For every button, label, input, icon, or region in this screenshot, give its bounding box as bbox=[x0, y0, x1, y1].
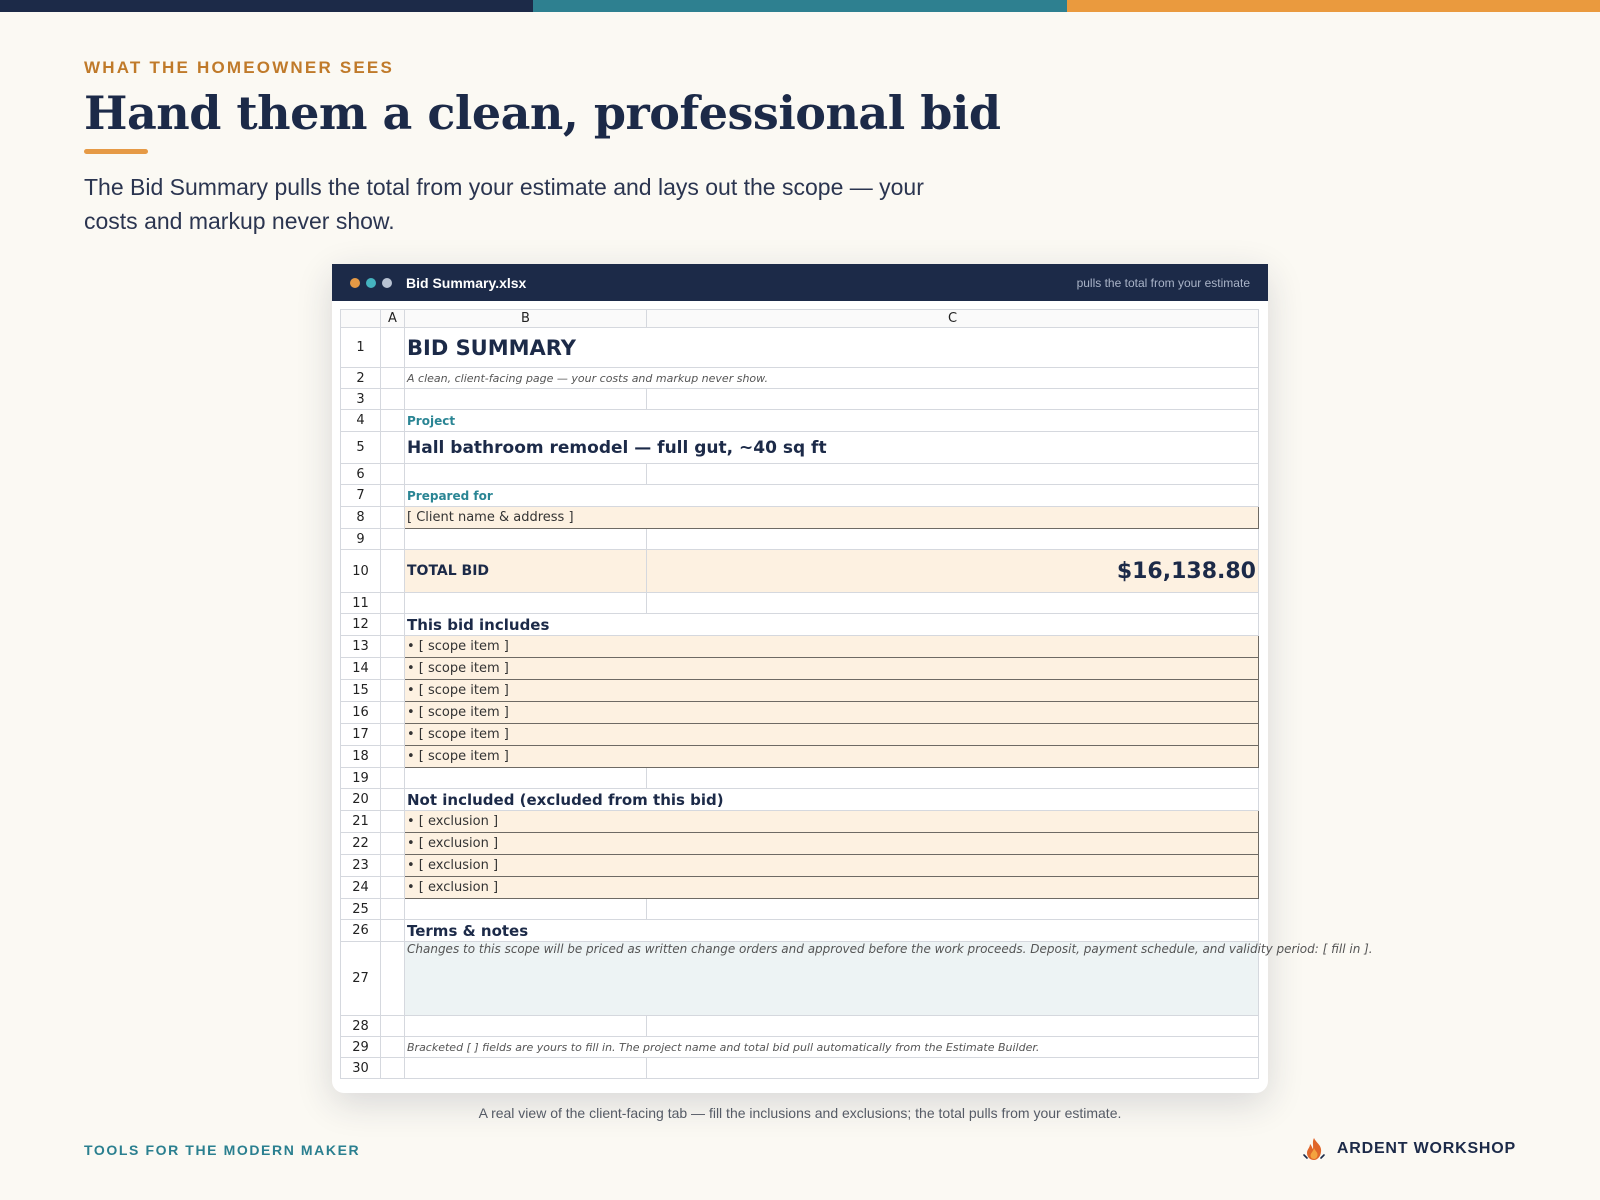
screenshot-caption: A real view of the client-facing tab — fill the inclusions and exclusions; the total pulls from your estimate. bbox=[478, 1105, 1122, 1121]
table-row bbox=[341, 328, 1259, 368]
brand-name: ARDENT WORKSHOP bbox=[1336, 1140, 1516, 1157]
table-row bbox=[341, 507, 1259, 529]
window-titlebar bbox=[332, 264, 1268, 301]
cell[interactable] bbox=[381, 507, 405, 529]
cell[interactable] bbox=[647, 768, 1259, 789]
flame-icon bbox=[1301, 1136, 1327, 1162]
row-number[interactable]: 7 bbox=[341, 485, 381, 507]
cell[interactable] bbox=[381, 658, 405, 680]
row-number[interactable]: 8 bbox=[341, 507, 381, 529]
column-header-c[interactable]: C bbox=[647, 310, 1259, 328]
row-number[interactable]: 23 bbox=[341, 855, 381, 877]
footer-tagline: TOOLS FOR THE MODERN MAKER bbox=[84, 1142, 361, 1158]
cell[interactable] bbox=[381, 680, 405, 702]
lead-paragraph: The Bid Summary pulls the total from your estimate and lays out the scope — your costs and markup never show. bbox=[84, 174, 924, 234]
bid-summary-subtitle[interactable]: A clean, client-facing page — your costs and markup never show. bbox=[405, 368, 1259, 389]
table-row bbox=[341, 920, 1259, 942]
row-number[interactable]: 6 bbox=[341, 464, 381, 485]
exclusion-field[interactable]: • [ exclusion ] bbox=[405, 855, 1259, 877]
table-row bbox=[341, 389, 1259, 410]
scope-item-field[interactable]: • [ scope item ] bbox=[405, 636, 1259, 658]
cell[interactable] bbox=[405, 899, 647, 920]
cell[interactable] bbox=[381, 410, 405, 432]
row-number[interactable]: 24 bbox=[341, 877, 381, 899]
cell[interactable] bbox=[381, 593, 405, 614]
row-number[interactable]: 9 bbox=[341, 529, 381, 550]
cell[interactable] bbox=[381, 702, 405, 724]
window-tagline: pulls the total from your estimate bbox=[1076, 275, 1250, 290]
exclusions-heading[interactable]: Not included (excluded from this bid) bbox=[405, 789, 1259, 811]
cell[interactable] bbox=[647, 1016, 1259, 1037]
table-row bbox=[341, 899, 1259, 920]
row-number[interactable]: 20 bbox=[341, 789, 381, 811]
cell[interactable] bbox=[381, 1037, 405, 1058]
row-number[interactable]: 16 bbox=[341, 702, 381, 724]
accent-segment-orange bbox=[1067, 0, 1600, 12]
terms-heading[interactable]: Terms & notes bbox=[405, 920, 1259, 942]
project-label[interactable]: Project bbox=[405, 410, 1259, 432]
window-dot-gray bbox=[382, 278, 392, 288]
cell[interactable] bbox=[647, 899, 1259, 920]
scope-item-field[interactable]: • [ scope item ] bbox=[405, 746, 1259, 768]
cell[interactable] bbox=[381, 368, 405, 389]
row-number[interactable]: 10 bbox=[341, 550, 381, 593]
table-row bbox=[341, 1016, 1259, 1037]
cell[interactable] bbox=[405, 593, 647, 614]
row-number[interactable]: 15 bbox=[341, 680, 381, 702]
row-number[interactable]: 29 bbox=[341, 1037, 381, 1058]
table-row bbox=[341, 855, 1259, 877]
row-number[interactable]: 4 bbox=[341, 410, 381, 432]
eyebrow: WHAT THE HOMEOWNER SEES bbox=[84, 58, 395, 77]
row-number[interactable]: 21 bbox=[341, 811, 381, 833]
table-row bbox=[341, 724, 1259, 746]
table-row bbox=[341, 1037, 1259, 1058]
cell[interactable] bbox=[381, 724, 405, 746]
cell[interactable] bbox=[405, 464, 647, 485]
row-number[interactable]: 14 bbox=[341, 658, 381, 680]
cell[interactable] bbox=[381, 1058, 405, 1079]
project-name[interactable]: Hall bathroom remodel — full gut, ~40 sq ft bbox=[405, 432, 1259, 464]
accent-segment-navy bbox=[0, 0, 533, 12]
table-row bbox=[341, 410, 1259, 432]
includes-heading[interactable]: This bid includes bbox=[405, 614, 1259, 636]
table-row bbox=[341, 529, 1259, 550]
table-row bbox=[341, 368, 1259, 389]
terms-text-field[interactable]: Changes to this scope will be priced as written change orders and approved before the work proceeds. Deposit, payment schedule, and validity period: [ fill in ]. bbox=[405, 942, 1259, 1016]
scope-item-field[interactable]: • [ scope item ] bbox=[405, 658, 1259, 680]
row-number[interactable]: 2 bbox=[341, 368, 381, 389]
cell[interactable] bbox=[381, 614, 405, 636]
cell[interactable] bbox=[381, 768, 405, 789]
row-number[interactable]: 13 bbox=[341, 636, 381, 658]
row-number[interactable]: 11 bbox=[341, 593, 381, 614]
table-row bbox=[341, 942, 1259, 1016]
cell[interactable] bbox=[381, 550, 405, 593]
table-row bbox=[341, 833, 1259, 855]
table-row bbox=[341, 811, 1259, 833]
cell[interactable] bbox=[381, 855, 405, 877]
row-number[interactable]: 30 bbox=[341, 1058, 381, 1079]
table-row bbox=[341, 485, 1259, 507]
table-row bbox=[341, 1058, 1259, 1079]
row-number[interactable]: 18 bbox=[341, 746, 381, 768]
page-title: Hand them a clean, professional bid bbox=[84, 86, 1001, 140]
cell[interactable] bbox=[405, 1016, 647, 1037]
window-dot-orange bbox=[350, 278, 360, 288]
cell[interactable] bbox=[405, 529, 647, 550]
footer-brand bbox=[1301, 1136, 1516, 1162]
bid-summary-sheet bbox=[340, 309, 1373, 1079]
cell[interactable] bbox=[381, 328, 405, 368]
top-accent-bar bbox=[0, 0, 1600, 12]
prepared-for-label[interactable]: Prepared for bbox=[405, 485, 1259, 507]
table-row bbox=[341, 593, 1259, 614]
total-bid-label[interactable]: TOTAL BID bbox=[405, 550, 647, 593]
table-row bbox=[341, 432, 1259, 464]
cell[interactable] bbox=[381, 389, 405, 410]
exclusion-field[interactable]: • [ exclusion ] bbox=[405, 833, 1259, 855]
table-row bbox=[341, 614, 1259, 636]
title-underline bbox=[84, 149, 148, 154]
table-row bbox=[341, 702, 1259, 724]
corner-cell[interactable] bbox=[341, 310, 381, 328]
table-row bbox=[341, 636, 1259, 658]
table-row bbox=[341, 658, 1259, 680]
row-number[interactable]: 5 bbox=[341, 432, 381, 464]
cell[interactable] bbox=[381, 811, 405, 833]
cell[interactable] bbox=[647, 1058, 1259, 1079]
cell[interactable] bbox=[381, 833, 405, 855]
table-row bbox=[341, 680, 1259, 702]
row-number[interactable]: 26 bbox=[341, 920, 381, 942]
cell[interactable] bbox=[381, 432, 405, 464]
cell[interactable] bbox=[381, 920, 405, 942]
cell[interactable] bbox=[647, 389, 1259, 410]
file-name: Bid Summary.xlsx bbox=[406, 274, 527, 291]
row-number[interactable]: 27 bbox=[341, 942, 381, 1016]
row-number[interactable]: 19 bbox=[341, 768, 381, 789]
column-header-row bbox=[341, 310, 1259, 328]
cell[interactable] bbox=[647, 464, 1259, 485]
row-number[interactable]: 1 bbox=[341, 328, 381, 368]
total-bid-value[interactable]: $16,138.80 bbox=[647, 550, 1259, 593]
spreadsheet-grid bbox=[340, 309, 1373, 1079]
exclusion-field[interactable]: • [ exclusion ] bbox=[405, 877, 1259, 899]
scope-item-field[interactable]: • [ scope item ] bbox=[405, 702, 1259, 724]
cell[interactable] bbox=[381, 877, 405, 899]
bid-summary-title[interactable]: BID SUMMARY bbox=[405, 328, 1259, 368]
cell[interactable] bbox=[381, 464, 405, 485]
cell[interactable] bbox=[381, 485, 405, 507]
row-number[interactable]: 25 bbox=[341, 899, 381, 920]
table-row bbox=[341, 768, 1259, 789]
cell[interactable] bbox=[381, 942, 405, 1016]
table-row bbox=[341, 789, 1259, 811]
cell[interactable] bbox=[405, 768, 647, 789]
cell[interactable] bbox=[381, 899, 405, 920]
cell[interactable] bbox=[381, 746, 405, 768]
cell[interactable] bbox=[405, 389, 647, 410]
exclusion-field[interactable]: • [ exclusion ] bbox=[405, 811, 1259, 833]
cell[interactable] bbox=[647, 593, 1259, 614]
row-number[interactable]: 12 bbox=[341, 614, 381, 636]
scope-item-field[interactable]: • [ scope item ] bbox=[405, 680, 1259, 702]
spreadsheet-window bbox=[332, 264, 1373, 1093]
row-number[interactable]: 17 bbox=[341, 724, 381, 746]
table-row bbox=[341, 464, 1259, 485]
cell[interactable] bbox=[381, 636, 405, 658]
row-number[interactable]: 22 bbox=[341, 833, 381, 855]
table-row bbox=[341, 550, 1259, 593]
accent-segment-teal bbox=[533, 0, 1066, 12]
row-number[interactable]: 3 bbox=[341, 389, 381, 410]
window-dot-teal bbox=[366, 278, 376, 288]
cell[interactable] bbox=[381, 1016, 405, 1037]
cell[interactable] bbox=[381, 789, 405, 811]
column-header-a[interactable]: A bbox=[381, 310, 405, 328]
row-number[interactable]: 28 bbox=[341, 1016, 381, 1037]
cell[interactable] bbox=[647, 529, 1259, 550]
client-name-field[interactable]: [ Client name & address ] bbox=[405, 507, 1259, 529]
cell[interactable] bbox=[381, 529, 405, 550]
sheet-footnote[interactable]: Bracketed [ ] fields are yours to fill in. The project name and total bid pull automatically from the Estimate Builder. bbox=[405, 1037, 1259, 1058]
column-header-b[interactable]: B bbox=[405, 310, 647, 328]
table-row bbox=[341, 877, 1259, 899]
table-row bbox=[341, 746, 1259, 768]
scope-item-field[interactable]: • [ scope item ] bbox=[405, 724, 1259, 746]
cell[interactable] bbox=[405, 1058, 647, 1079]
